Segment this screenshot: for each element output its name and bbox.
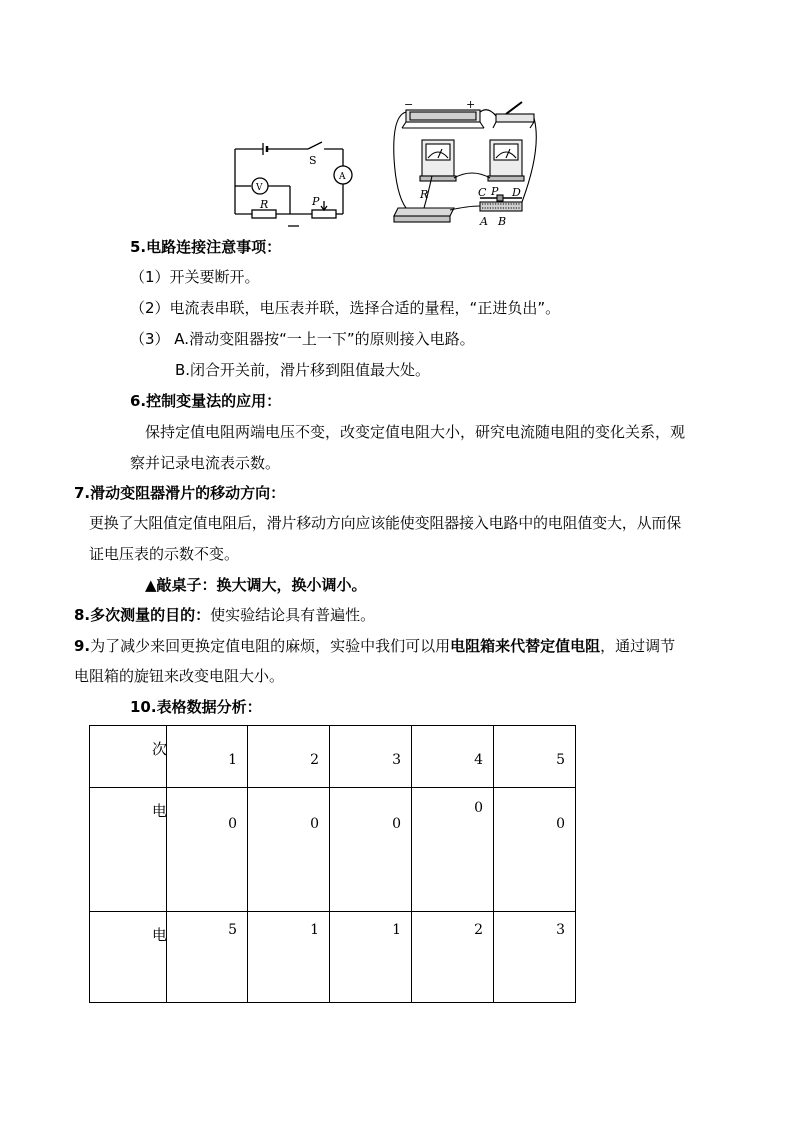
section5-item-1: （1）开关要断开。: [130, 268, 260, 286]
section8-text: 使实验结论具有普遍性。: [210, 606, 376, 624]
section5-heading: 5.电路连接注意事项：: [130, 238, 282, 256]
section8-heading: 8.多次测量的目的：: [74, 606, 211, 624]
table-row-head: 次: [90, 726, 167, 788]
table-cell: 2: [248, 726, 330, 788]
terminal-c-label: C: [478, 186, 487, 199]
switch-label: S: [309, 154, 317, 167]
table-cell: 1: [248, 912, 330, 1003]
table-cell: 0: [494, 788, 576, 912]
data-table: [89, 725, 576, 1003]
table-row: [90, 912, 576, 1003]
table-row-head: 电: [90, 788, 167, 912]
table-row: [90, 726, 576, 788]
table-row-head: 电: [90, 912, 167, 1003]
section5-item-2: （2）电流表串联，电压表并联，选择合适的量程，“正进负出”。: [130, 299, 561, 317]
section7-line-1: 更换了大阻值定值电阻后，滑片移动方向应该能使变阻器接入电路中的电阻值变大，从而保: [89, 514, 682, 532]
terminal-b-label: B: [498, 215, 507, 228]
section5-item-4: B.闭合开关前，滑片移到阻值最大处。: [175, 361, 431, 379]
section9-text-a: 为了减少来回更换定值电阻的麻烦，实验中我们可以用: [90, 637, 451, 655]
table-cell: 2: [412, 912, 494, 1003]
circuit-schematic: [230, 135, 362, 230]
apparatus-illustration: [384, 98, 542, 230]
section8-line: [74, 605, 375, 625]
section9-text-b: ，通过调节: [600, 637, 676, 655]
section10-heading: 10.表格数据分析：: [130, 698, 262, 716]
table-row: [90, 788, 576, 912]
resistor-label: R: [260, 198, 269, 211]
table-cell: 5: [494, 726, 576, 788]
section9-number: 9.: [74, 637, 91, 655]
ammeter-label: A: [339, 172, 346, 182]
section9-line-1: [74, 636, 675, 656]
table-cell: 0: [167, 788, 248, 912]
section5-item-3: （3） A.滑动变阻器按“一上一下”的原则接入电路。: [130, 330, 475, 348]
section6-heading: 6.控制变量法的应用：: [130, 392, 282, 410]
table-cell: 4: [412, 726, 494, 788]
table-cell: 0: [412, 788, 494, 912]
terminal-a-label: A: [480, 215, 488, 228]
section9-line-2: 电阻箱的旋钮来改变电阻大小。: [74, 667, 285, 685]
section7-tip: ▲敲桌子：换大调大，换小调小。: [145, 576, 367, 594]
section7-line-2: 证电压表的示数不变。: [89, 545, 240, 563]
physical-resistor-label: R: [420, 188, 429, 201]
section6-line-2: 察并记录电流表示数。: [130, 454, 281, 472]
terminal-p-label: P: [491, 185, 499, 198]
plus-label: +: [466, 98, 476, 111]
table-cell: 3: [494, 912, 576, 1003]
terminal-d-label: D: [512, 186, 521, 199]
table-cell: 0: [330, 788, 412, 912]
table-cell: 0: [248, 788, 330, 912]
section6-line-1: 保持定值电阻两端电压不变，改变定值电阻大小，研究电流随电阻的变化关系，观: [145, 423, 686, 441]
section9-bold: 电阻箱来代替定值电阻: [450, 637, 601, 655]
minus-label: −: [404, 98, 414, 111]
table-cell: 5: [167, 912, 248, 1003]
voltmeter-label: V: [256, 183, 263, 193]
table-cell: 1: [330, 912, 412, 1003]
section7-heading: 7.滑动变阻器滑片的移动方向：: [74, 484, 286, 502]
table-cell: 3: [330, 726, 412, 788]
table-cell: 1: [167, 726, 248, 788]
slider-label: P: [312, 195, 320, 208]
